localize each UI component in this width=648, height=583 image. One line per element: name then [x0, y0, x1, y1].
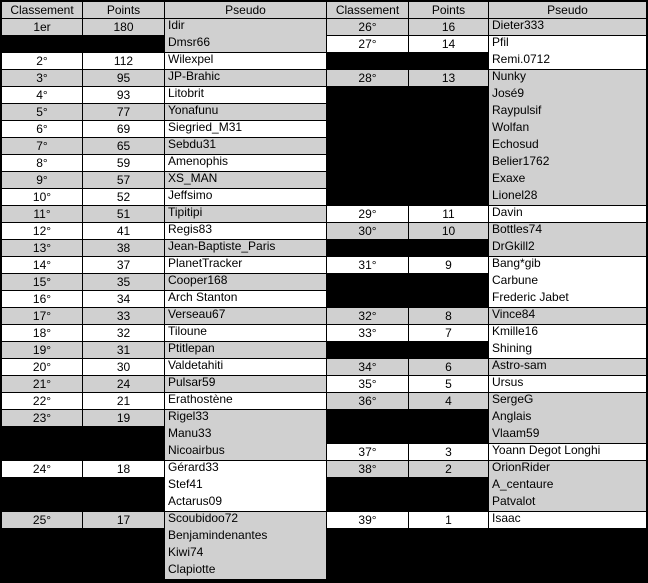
player-name: Dieter333 — [492, 18, 545, 32]
player-name: Bang*gib — [492, 256, 541, 270]
rank-cell: 25° — [1, 511, 83, 529]
rank-cell: 13° — [1, 239, 83, 257]
player-name: Ursus — [492, 375, 524, 389]
player-name: Shining — [492, 341, 533, 355]
player-name: Benjamindenantes — [168, 528, 268, 542]
pseudo-cell — [488, 307, 647, 325]
points-cell: 21 — [82, 392, 165, 410]
points-cell: 32 — [82, 324, 165, 342]
player-name: Anglais — [492, 409, 532, 423]
points-cell: 41 — [82, 222, 165, 240]
player-name: Kiwi74 — [168, 545, 204, 559]
player-name: Arch Stanton — [168, 290, 238, 304]
points-cell: 6 — [408, 358, 489, 376]
player-name: Verseau67 — [168, 307, 226, 321]
player-name: A_centaure — [492, 477, 554, 491]
points-cell: 93 — [82, 86, 165, 104]
pseudo-cell — [164, 69, 327, 87]
player-name: Regis83 — [168, 222, 213, 236]
pseudo-cell — [488, 375, 647, 393]
player-name: Tipitipi — [168, 205, 203, 219]
rank-cell: 20° — [1, 358, 83, 376]
pseudo-cell — [164, 18, 327, 53]
rank-cell: 27° — [326, 35, 409, 53]
rank-cell: 7° — [1, 137, 83, 155]
pseudo-cell — [164, 307, 327, 325]
pseudo-cell — [164, 239, 327, 257]
pseudo-cell — [164, 52, 327, 70]
player-name: Wolfan — [492, 120, 530, 134]
points-cell: 24 — [82, 375, 165, 393]
player-name: Clapiotte — [168, 562, 216, 576]
points-cell: 38 — [82, 239, 165, 257]
pseudo-cell — [164, 171, 327, 189]
pseudo-cell — [164, 392, 327, 410]
rank-cell: 1er — [1, 18, 83, 36]
rank-cell: 22° — [1, 392, 83, 410]
player-name: Isaac — [492, 511, 521, 525]
points-cell: 34 — [82, 290, 165, 308]
rank-cell: 15° — [1, 273, 83, 291]
rank-cell: 14° — [1, 256, 83, 274]
player-name: Yonafunu — [168, 103, 219, 117]
player-name: Vlaam59 — [492, 426, 540, 440]
player-name: Pulsar59 — [168, 375, 216, 389]
rank-cell: 21° — [1, 375, 83, 393]
rank-cell: 17° — [1, 307, 83, 325]
rank-cell: 12° — [1, 222, 83, 240]
pseudo-cell — [164, 460, 327, 512]
rank-cell: 33° — [326, 324, 409, 342]
player-name: DrGkill2 — [492, 239, 535, 253]
points-cell: 18 — [82, 460, 165, 478]
pseudo-cell — [488, 35, 647, 70]
points-cell: 1 — [408, 511, 489, 529]
points-cell: 4 — [408, 392, 489, 410]
rank-cell: 38° — [326, 460, 409, 478]
header-rank: Classement — [326, 1, 409, 19]
pseudo-cell — [488, 392, 647, 444]
rank-cell: 35° — [326, 375, 409, 393]
player-name: PlanetTracker — [168, 256, 243, 270]
player-name: Idir — [168, 18, 185, 32]
player-name: Scoubidoo72 — [168, 511, 239, 525]
points-cell: 51 — [82, 205, 165, 223]
player-name: JP-Brahic — [168, 69, 221, 83]
pseudo-cell — [164, 341, 327, 359]
rank-cell: 32° — [326, 307, 409, 325]
player-name: Siegried_M31 — [168, 120, 243, 134]
pseudo-cell — [164, 205, 327, 223]
points-cell: 31 — [82, 341, 165, 359]
player-name: XS_MAN — [168, 171, 218, 185]
points-cell: 37 — [82, 256, 165, 274]
pseudo-cell — [164, 188, 327, 206]
points-cell: 33 — [82, 307, 165, 325]
rank-cell: 11° — [1, 205, 83, 223]
pseudo-cell — [164, 273, 327, 291]
points-cell: 2 — [408, 460, 489, 478]
rank-cell: 16° — [1, 290, 83, 308]
pseudo-cell — [164, 256, 327, 274]
player-name: Valdetahiti — [168, 358, 224, 372]
player-name: Astro-sam — [492, 358, 547, 372]
rank-cell: 23° — [1, 409, 83, 427]
points-cell: 57 — [82, 171, 165, 189]
pseudo-cell — [164, 375, 327, 393]
points-cell: 35 — [82, 273, 165, 291]
points-cell: 14 — [408, 35, 489, 53]
rank-cell: 31° — [326, 256, 409, 274]
pseudo-cell — [164, 103, 327, 121]
pseudo-cell — [488, 511, 647, 529]
pseudo-cell — [488, 443, 647, 461]
player-name: Bottles74 — [492, 222, 543, 236]
points-cell: 180 — [82, 18, 165, 36]
rank-cell: 18° — [1, 324, 83, 342]
player-name: Lionel28 — [492, 188, 538, 202]
pseudo-cell — [164, 358, 327, 376]
player-name: Patvalot — [492, 494, 536, 508]
header-pseudo: Pseudo — [488, 1, 647, 19]
pseudo-cell — [164, 120, 327, 138]
rank-cell: 10° — [1, 188, 83, 206]
player-name: Davin — [492, 205, 523, 219]
points-cell: 59 — [82, 154, 165, 172]
player-name: Yoann Degot Longhi — [492, 443, 601, 457]
player-name: Nicoairbus — [168, 443, 225, 457]
rank-cell: 30° — [326, 222, 409, 240]
points-cell: 65 — [82, 137, 165, 155]
player-name: Echosud — [492, 137, 539, 151]
player-name: Frederic Jabet — [492, 290, 569, 304]
rank-cell: 6° — [1, 120, 83, 138]
player-name: Jeffsimo — [168, 188, 213, 202]
pseudo-cell — [488, 358, 647, 376]
header-pseudo: Pseudo — [164, 1, 327, 19]
player-name: Rigel33 — [168, 409, 209, 423]
player-name: Amenophis — [168, 154, 229, 168]
pseudo-cell — [488, 460, 647, 512]
rank-cell: 29° — [326, 205, 409, 223]
points-cell: 5 — [408, 375, 489, 393]
rank-cell: 24° — [1, 460, 83, 478]
points-cell: 77 — [82, 103, 165, 121]
player-name: OrionRider — [492, 460, 551, 474]
player-name: Tiloune — [168, 324, 207, 338]
points-cell: 52 — [82, 188, 165, 206]
player-name: Nunky — [492, 69, 527, 83]
player-name: Dmsr66 — [168, 35, 211, 49]
pseudo-cell — [164, 511, 327, 580]
player-name: Gérard33 — [168, 460, 219, 474]
rank-cell: 2° — [1, 52, 83, 70]
points-cell: 69 — [82, 120, 165, 138]
player-name: Cooper168 — [168, 273, 228, 287]
player-name: Jean-Baptiste_Paris — [168, 239, 276, 253]
rank-cell: 28° — [326, 69, 409, 87]
pseudo-cell — [164, 86, 327, 104]
rank-cell: 37° — [326, 443, 409, 461]
rank-cell: 36° — [326, 392, 409, 410]
points-cell: 10 — [408, 222, 489, 240]
rank-cell: 9° — [1, 171, 83, 189]
player-name: Wilexpel — [168, 52, 214, 66]
points-cell: 11 — [408, 205, 489, 223]
player-name: Remi.0712 — [492, 52, 551, 66]
player-name: Belier1762 — [492, 154, 550, 168]
pseudo-cell — [164, 290, 327, 308]
pseudo-cell — [164, 222, 327, 240]
player-name: Kmille16 — [492, 324, 539, 338]
points-cell: 19 — [82, 409, 165, 427]
player-name: Exaxe — [492, 171, 526, 185]
points-cell: 8 — [408, 307, 489, 325]
points-cell: 9 — [408, 256, 489, 274]
rank-cell: 19° — [1, 341, 83, 359]
player-name: Ptitlepan — [168, 341, 215, 355]
points-cell: 3 — [408, 443, 489, 461]
pseudo-cell — [488, 18, 647, 36]
header-rank: Classement — [1, 1, 83, 19]
player-name: Sebdu31 — [168, 137, 217, 151]
rank-cell: 3° — [1, 69, 83, 87]
pseudo-cell — [164, 409, 327, 461]
player-name: Actarus09 — [168, 494, 223, 508]
player-name: SergeG — [492, 392, 534, 406]
pseudo-cell — [488, 324, 647, 359]
player-name: Pfil — [492, 35, 509, 49]
points-cell: 30 — [82, 358, 165, 376]
points-cell: 16 — [408, 18, 489, 36]
pseudo-cell — [488, 205, 647, 223]
rank-cell: 4° — [1, 86, 83, 104]
pseudo-cell — [164, 154, 327, 172]
rank-cell: 39° — [326, 511, 409, 529]
player-name: José9 — [492, 86, 525, 100]
points-cell: 17 — [82, 511, 165, 529]
player-name: Carbune — [492, 273, 539, 287]
pseudo-cell — [164, 137, 327, 155]
points-cell: 7 — [408, 324, 489, 342]
header-points: Points — [82, 1, 165, 19]
player-name: Manu33 — [168, 426, 212, 440]
rank-cell: 8° — [1, 154, 83, 172]
player-name: Stef41 — [168, 477, 203, 491]
pseudo-cell — [488, 222, 647, 257]
rank-cell: 5° — [1, 103, 83, 121]
points-cell: 95 — [82, 69, 165, 87]
pseudo-cell — [164, 324, 327, 342]
pseudo-cell — [488, 69, 647, 206]
header-points: Points — [408, 1, 489, 19]
points-cell: 112 — [82, 52, 165, 70]
pseudo-cell — [488, 256, 647, 308]
player-name: Raypulsif — [492, 103, 542, 117]
player-name: Litobrit — [168, 86, 205, 100]
player-name: Erathostène — [168, 392, 233, 406]
player-name: Vince84 — [492, 307, 536, 321]
points-cell: 13 — [408, 69, 489, 87]
rank-cell: 34° — [326, 358, 409, 376]
rank-cell: 26° — [326, 18, 409, 36]
